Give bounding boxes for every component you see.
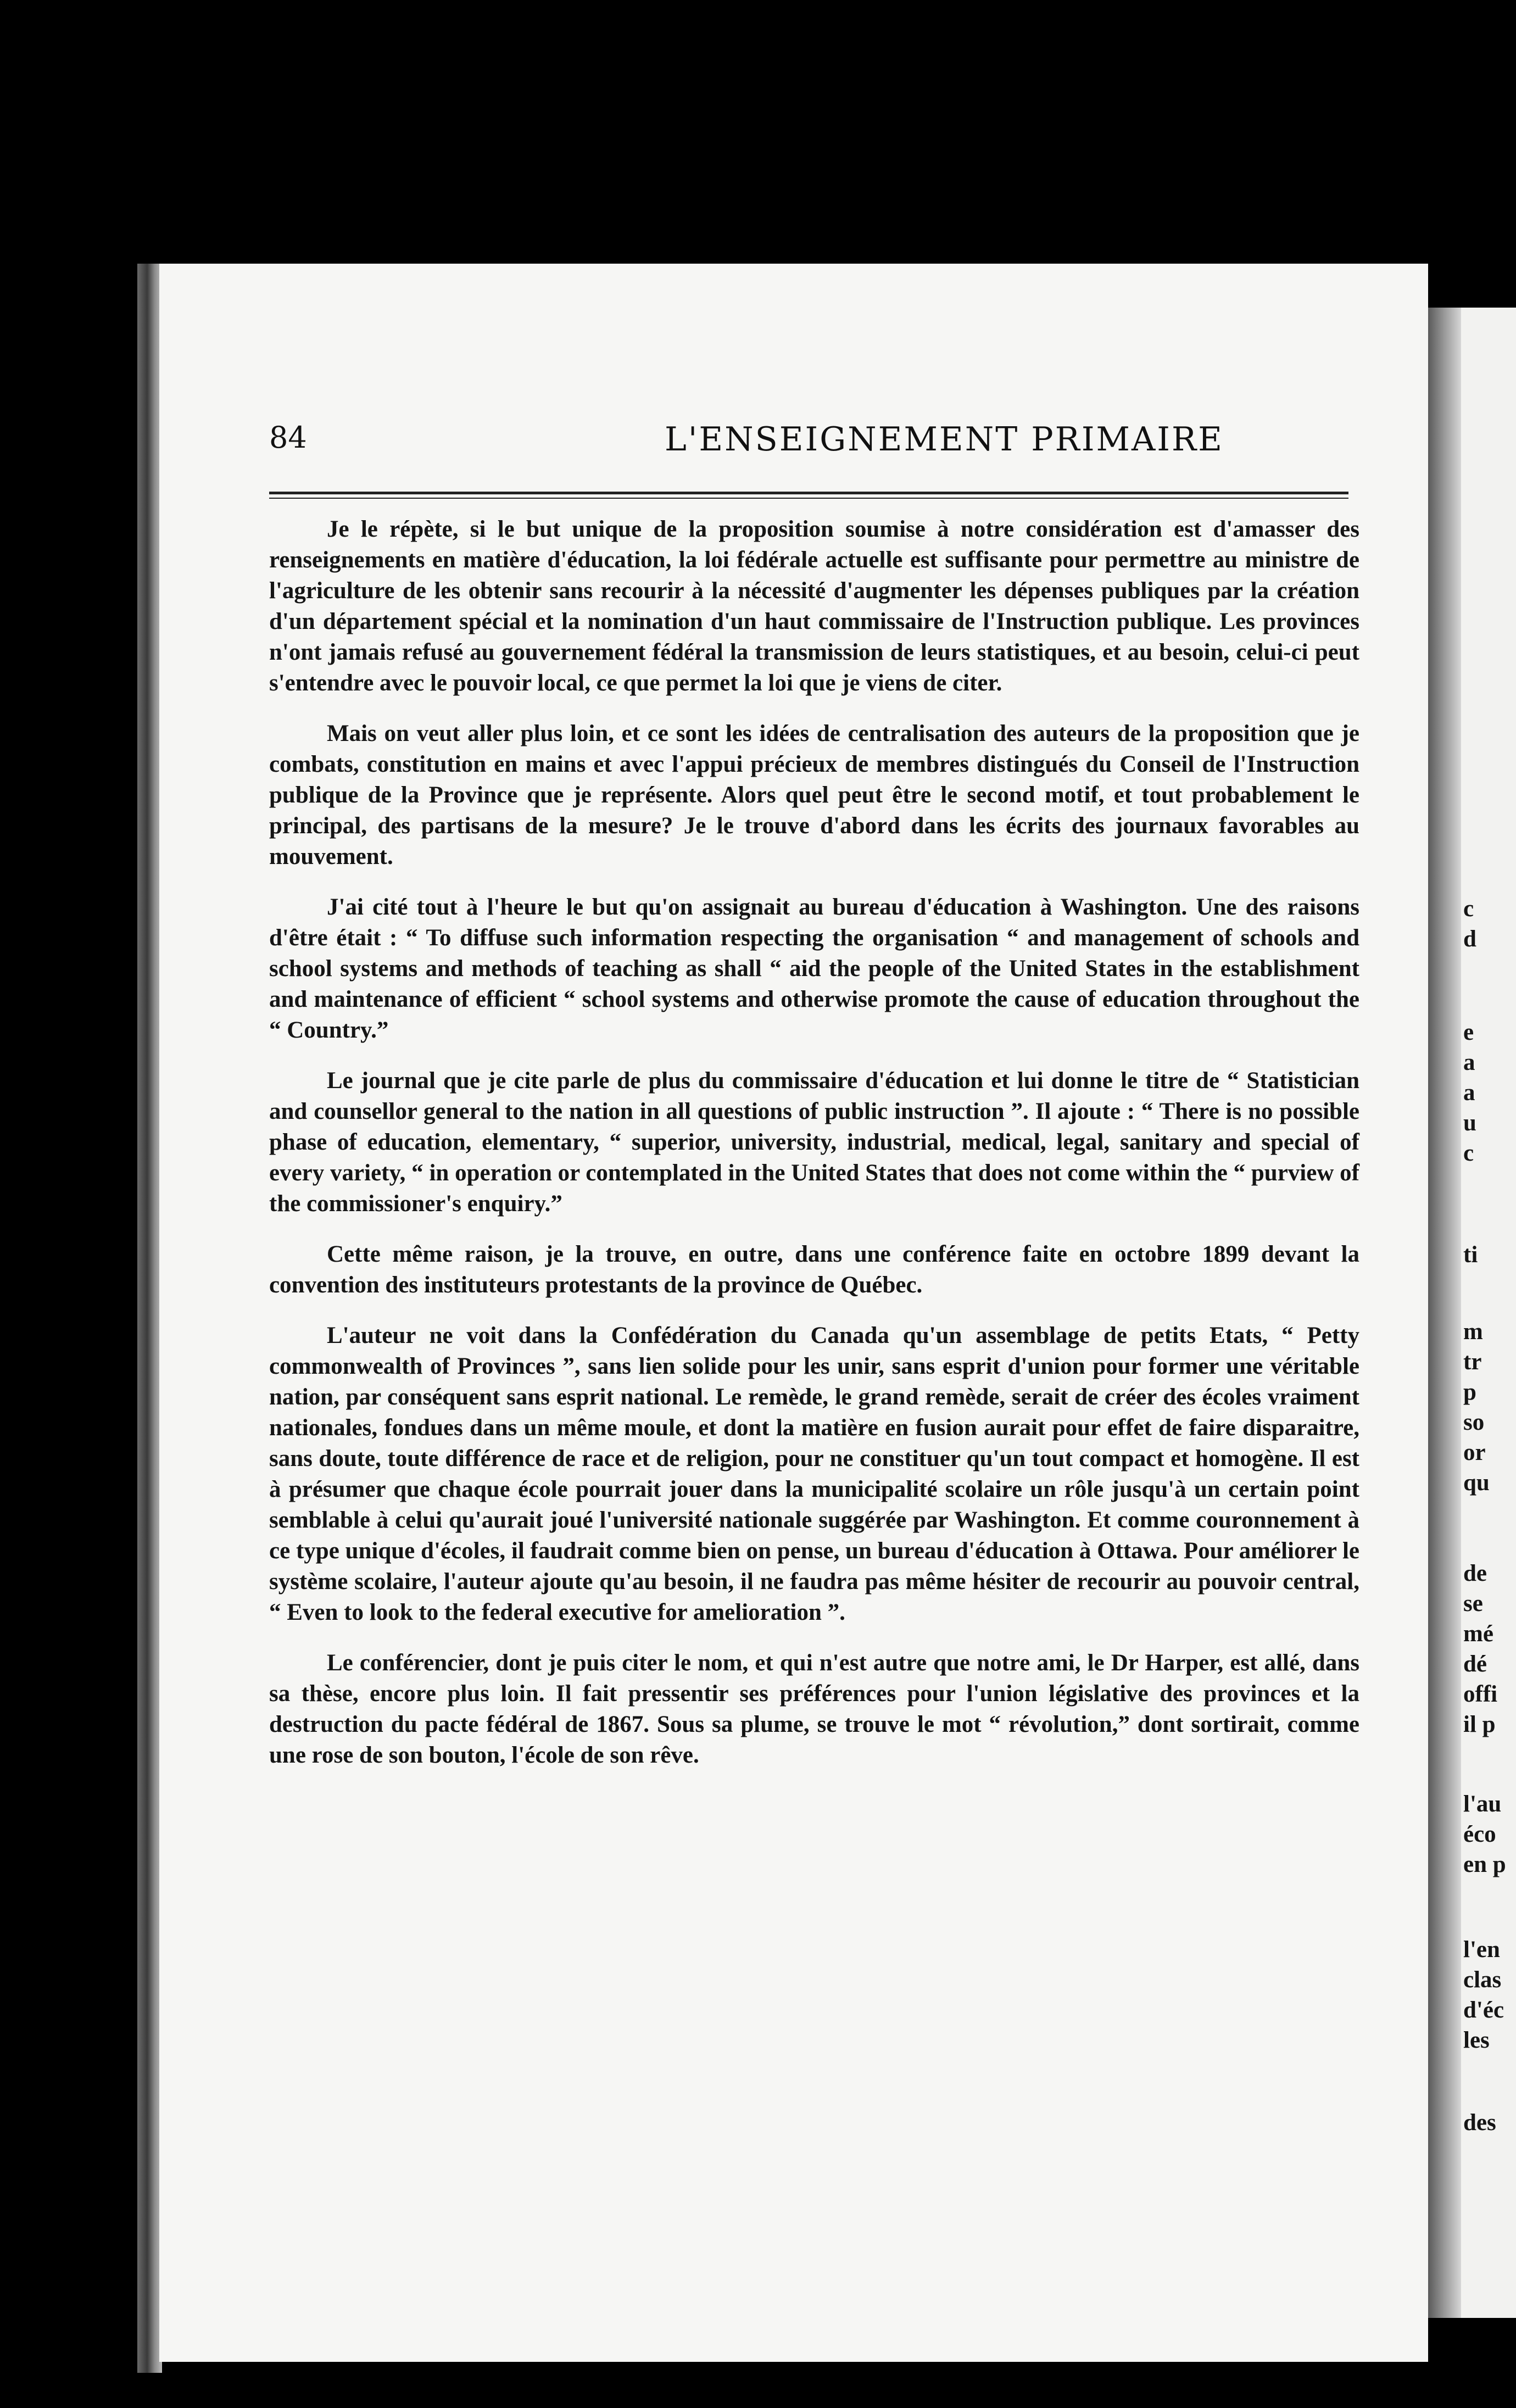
next-page-fragment: les [1463, 2027, 1490, 2053]
next-page-fragment: m [1463, 1319, 1483, 1345]
paragraph: Je le répète, si le but unique de la proposition soumise à notre considération est d'amasser des renseignements en matière d'éducation, la loi fédérale actuelle est suffisante pour permettre au ministre de l'agriculture de les obtenir sans recourir à la nécessité d'augmenter les dépenses publiques par la création d'un département spécial et la nomination d'un haut commissaire de l'Instruction publique. Les provinces n'ont jamais refusé au gouvernement fédéral la transmission de leurs statistiques, et au besoin, celui-ci peut s'entendre avec le pouvoir local, ce que permet la loi que je viens de citer. [269, 516, 1359, 696]
next-page-fragment: l'au [1463, 1791, 1502, 1817]
next-page-fragment: l'en [1463, 1937, 1500, 1963]
book-page [159, 264, 1428, 2362]
running-title: L'ENSEIGNEMENT PRIMAIRE [665, 420, 1224, 459]
next-page-fragment: des [1463, 2110, 1496, 2136]
next-page-fragment: dé [1463, 1651, 1487, 1677]
header-rule [269, 492, 1348, 499]
book-binding [137, 264, 162, 2373]
next-page-fragment: de [1463, 1560, 1487, 1586]
next-page-fragment: tr [1463, 1349, 1482, 1375]
next-page-fragment: a [1463, 1050, 1475, 1075]
page-header [269, 420, 1359, 470]
next-page-fragment: a [1463, 1080, 1475, 1106]
next-page-fragment: en p [1463, 1852, 1506, 1877]
page-number: 84 [269, 420, 307, 455]
next-page-fragment: d'éc [1463, 1997, 1504, 2023]
next-page-fragment: ti [1463, 1242, 1478, 1268]
paragraph: Mais on veut aller plus loin, et ce sont les idées de centralisation des auteurs de la proposition que je combats, constitution en mains et avec l'appui précieux de membres distingués du Conseil de l'Instruction publique de la Province que je représente. Alors quel peut être le second motif, et tout probablement le principal, des partisans de la mesure? Je le trouve d'abord dans les écrits des journaux favorables au mouvement. [269, 721, 1359, 869]
next-page-fragment: éco [1463, 1821, 1496, 1847]
next-page-fragment: il p [1463, 1712, 1496, 1737]
next-page-fragment: mé [1463, 1621, 1493, 1647]
body-text [269, 514, 1359, 1771]
next-page-fragment: clas [1463, 1967, 1502, 1993]
paragraph: Le conférencier, dont je puis citer le nom, et qui n'est autre que notre ami, le Dr Harper, est allé, dans sa thèse, encore plus loin. Il fait pressentir ses préférences pour l'union législative des provinces et la destruction du pacte fédéral de 1867. Sous sa plume, se trouve le mot “ révolution,” dont sortirait, comme une rose de son bouton, l'école de son rêve. [269, 1650, 1359, 1768]
next-page-fragment: e [1463, 1019, 1474, 1045]
next-page-fragment: p [1463, 1379, 1476, 1405]
paragraph: Le journal que je cite parle de plus du commissaire d'éducation et lui donne le titre de “ Statistician and counsellor general to the nation in all questions of public instruction ”. Il ajoute : “ There is no possible phase of education, elementary, “ superior, university, industrial, medical, legal, sanitary and special of every variety, “ in operation or contemplated in the United States that does not come within the “ purview of the commissioner's enquiry.” [269, 1068, 1359, 1217]
next-page-fragment: u [1463, 1110, 1476, 1136]
page-gutter [1428, 308, 1461, 2318]
paragraph: L'auteur ne voit dans la Confédération du Canada qu'un assemblage de petits Etats, “ Petty commonwealth of Provinces ”, sans lien solide pour les unir, sans esprit d'union pour former une véritable nation, par conséquent sans esprit national. Le remède, le grand remède, serait de créer des écoles vraiment nationales, fondues dans un même moule, et dont la matière en fusion aurait pour effet de faire disparaitre, sans doute, toute différence de race et de religion, pour ne constituer qu'un tout compact et homogène. Il est à présumer que chaque école pourrait jouer dans la municipalité scolaire un rôle jusqu'à un certain point semblable à celui qu'aurait joué l'université nationale suggérée par Washington. Et comme couronnement à ce type unique d'écoles, il faudrait comme bien on pense, un bureau d'éducation à Ottawa. Pour améliorer le système scolaire, l'auteur ajoute qu'au besoin, il ne faudra pas même hésiter de recourir au pouvoir central, “ Even to look to the federal executive for amelioration ”. [269, 1323, 1359, 1625]
paragraph: J'ai cité tout à l'heure le but qu'on assignait au bureau d'éducation à Washington. Une des raisons d'être était : “ To diffuse such information respecting the organisation “ and management of schools and school systems and methods of teaching as shall “ aid the people of the United States in the establishment and maintenance of efficient “ school systems and otherwise promote the cause of education throughout the “ Country.” [269, 894, 1359, 1043]
next-page-fragment: c [1463, 1140, 1474, 1166]
next-page-fragment: d [1463, 926, 1476, 952]
next-page-fragment: offi [1463, 1681, 1498, 1707]
next-page-fragment: se [1463, 1591, 1483, 1617]
next-page-fragment: qu [1463, 1470, 1490, 1496]
next-page-fragment: so [1463, 1409, 1485, 1435]
paragraph: Cette même raison, je la trouve, en outre, dans une conférence faite en octobre 1899 devant la convention des instituteurs protestants de la province de Québec. [269, 1241, 1359, 1298]
next-page-fragment: or [1463, 1440, 1486, 1465]
next-page-edge [1461, 308, 1516, 2318]
next-page-fragment: c [1463, 896, 1474, 922]
